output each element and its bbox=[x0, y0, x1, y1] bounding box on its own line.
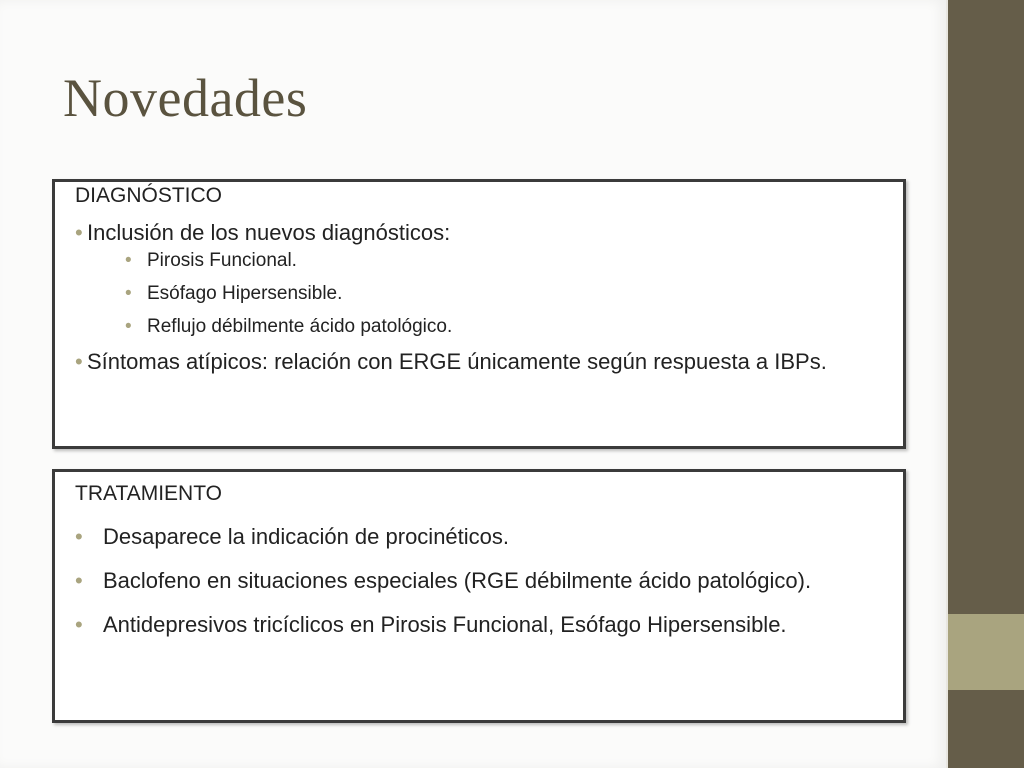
sub-list-item bbox=[87, 316, 895, 338]
list-item bbox=[75, 349, 895, 375]
bullet-icon: • bbox=[75, 524, 83, 549]
sub-list-item-text: Esófago Hipersensible. bbox=[147, 283, 343, 304]
list-item-text: Inclusión de los nuevos diagnósticos: bbox=[87, 220, 451, 245]
list-item-text: Antidepresivos tricíclicos en Pirosis Funcional, Esófago Hipersensible. bbox=[103, 612, 787, 637]
bullet-icon: • bbox=[75, 220, 83, 245]
diagnostico-box bbox=[52, 179, 906, 449]
tratamiento-list bbox=[75, 520, 875, 652]
list-item bbox=[75, 564, 875, 598]
bullet-icon: • bbox=[75, 349, 83, 374]
diagnostico-list bbox=[75, 220, 895, 381]
bullet-icon: • bbox=[125, 250, 132, 271]
list-item-text: Desaparece la indicación de procinéticos. bbox=[103, 524, 510, 549]
diagnostico-heading: DIAGNÓSTICO bbox=[75, 184, 223, 207]
list-item-text: Síntomas atípicos: relación con ERGE únicamente según respuesta a IBPs. bbox=[87, 349, 827, 374]
bullet-icon: • bbox=[75, 568, 83, 593]
tratamiento-box bbox=[52, 469, 906, 723]
tratamiento-heading: TRATAMIENTO bbox=[75, 482, 222, 505]
list-item-text: Baclofeno en situaciones especiales (RGE débilmente ácido patológico). bbox=[103, 568, 812, 593]
side-bar-accent bbox=[948, 614, 1024, 690]
sub-list-item-text: Pirosis Funcional. bbox=[147, 250, 297, 271]
bullet-icon: • bbox=[125, 283, 132, 304]
list-item bbox=[75, 220, 895, 338]
list-item bbox=[75, 608, 875, 642]
sub-list bbox=[87, 250, 895, 338]
bullet-icon: • bbox=[75, 612, 83, 637]
sub-list-item bbox=[87, 283, 895, 305]
sub-list-item bbox=[87, 250, 895, 272]
slide-title: Novedades bbox=[63, 68, 308, 128]
list-item bbox=[75, 520, 875, 554]
sub-list-item-text: Reflujo débilmente ácido patológico. bbox=[147, 316, 453, 337]
bullet-icon: • bbox=[125, 316, 132, 337]
